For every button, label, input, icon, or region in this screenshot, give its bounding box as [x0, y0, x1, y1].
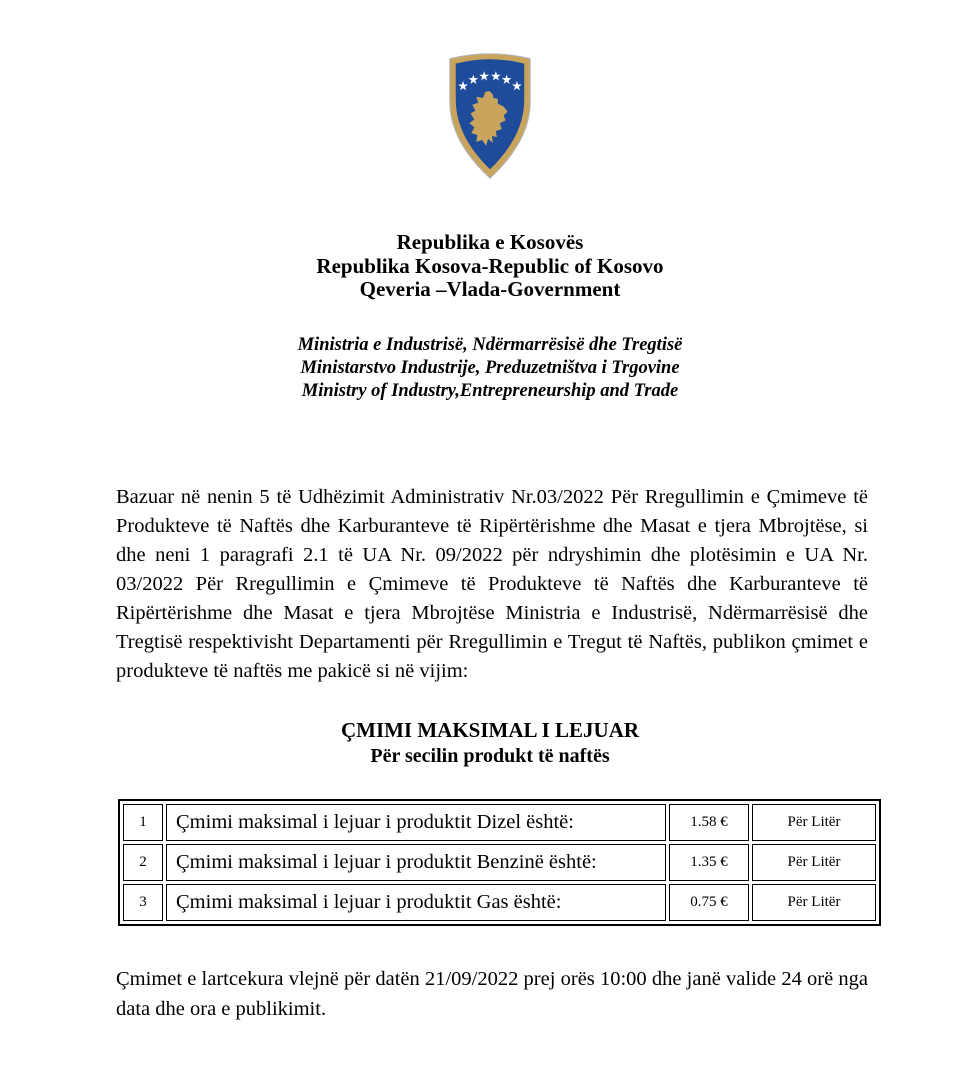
price-table — [118, 799, 881, 926]
ministry-line-albanian: Ministria e Industrisë, Ndërmarrësisë dhe Tregtisë — [297, 334, 683, 355]
price-cell: 0.75 € — [669, 884, 749, 921]
kosovo-coat-of-arms-icon — [441, 46, 539, 183]
legal-basis-paragraph: Bazuar në nenin 5 të Udhëzimit Administrativ Nr.03/2022 Për Rregullimin e Çmimeve të Produkteve të Naftës dhe Karburanteve të Ripërtërishme dhe Masat e tjera Mbrojtëse, si dhe neni 1 paragrafi 2.1 të UA Nr. 09/2022 për ndryshimin dhe plotësimin e UA Nr. 03/2022 Për Rregullimin e Çmimeve të Produkteve të Naftës dhe Karburanteve të Ripërtërishme dhe Masat e tjera Mbrojtëse Ministria e Industrisë, Ndërmarrësisë dhe Tregtisë respektivisht Departamenti për Rregullimin e Tregut të Naftës, publikon çmimet e produkteve të naftës me pakicë si në vijim: — [116, 485, 868, 682]
header-line-bilingual: Republika Kosova-Republic of Kosovo — [316, 253, 664, 278]
unit-cell: Për Litër — [752, 804, 876, 841]
document-subtitle: Për secilin produkt të naftës — [370, 744, 610, 767]
validity-paragraph: Çmimet e lartcekura vlejnë për datën 21/09/2022 prej orës 10:00 dhe janë valide 24 orë nga data dhe ora e publikimit. — [116, 967, 868, 1020]
row-number-cell: 1 — [123, 804, 163, 841]
product-description-cell: Çmimi maksimal i lejuar i produktit Gas është: — [166, 884, 666, 921]
row-number-cell: 3 — [123, 884, 163, 921]
unit-cell: Për Litër — [752, 884, 876, 921]
product-description-cell: Çmimi maksimal i lejuar i produktit Benzinë është: — [166, 844, 666, 881]
unit-cell: Për Litër — [752, 844, 876, 881]
ministry-line-serbian: Ministarstvo Industrije, Preduzetništva i Trgovine — [300, 357, 680, 378]
table-row — [123, 884, 876, 921]
document-title: ÇMIMI MAKSIMAL I LEJUAR — [340, 717, 640, 742]
table-row — [123, 844, 876, 881]
row-number-cell: 2 — [123, 844, 163, 881]
price-cell: 1.58 € — [669, 804, 749, 841]
product-description-cell: Çmimi maksimal i lejuar i produktit Dizel është: — [166, 804, 666, 841]
emblem-container — [0, 0, 980, 183]
price-cell: 1.35 € — [669, 844, 749, 881]
header-line-albanian: Republika e Kosovës — [396, 230, 584, 254]
government-header — [0, 231, 980, 302]
ministry-header — [0, 334, 980, 403]
ministry-line-english: Ministry of Industry,Entrepreneurship and Trade — [301, 380, 679, 401]
header-line-government: Qeveria –Vlada-Government — [359, 277, 621, 301]
table-row — [123, 804, 876, 841]
